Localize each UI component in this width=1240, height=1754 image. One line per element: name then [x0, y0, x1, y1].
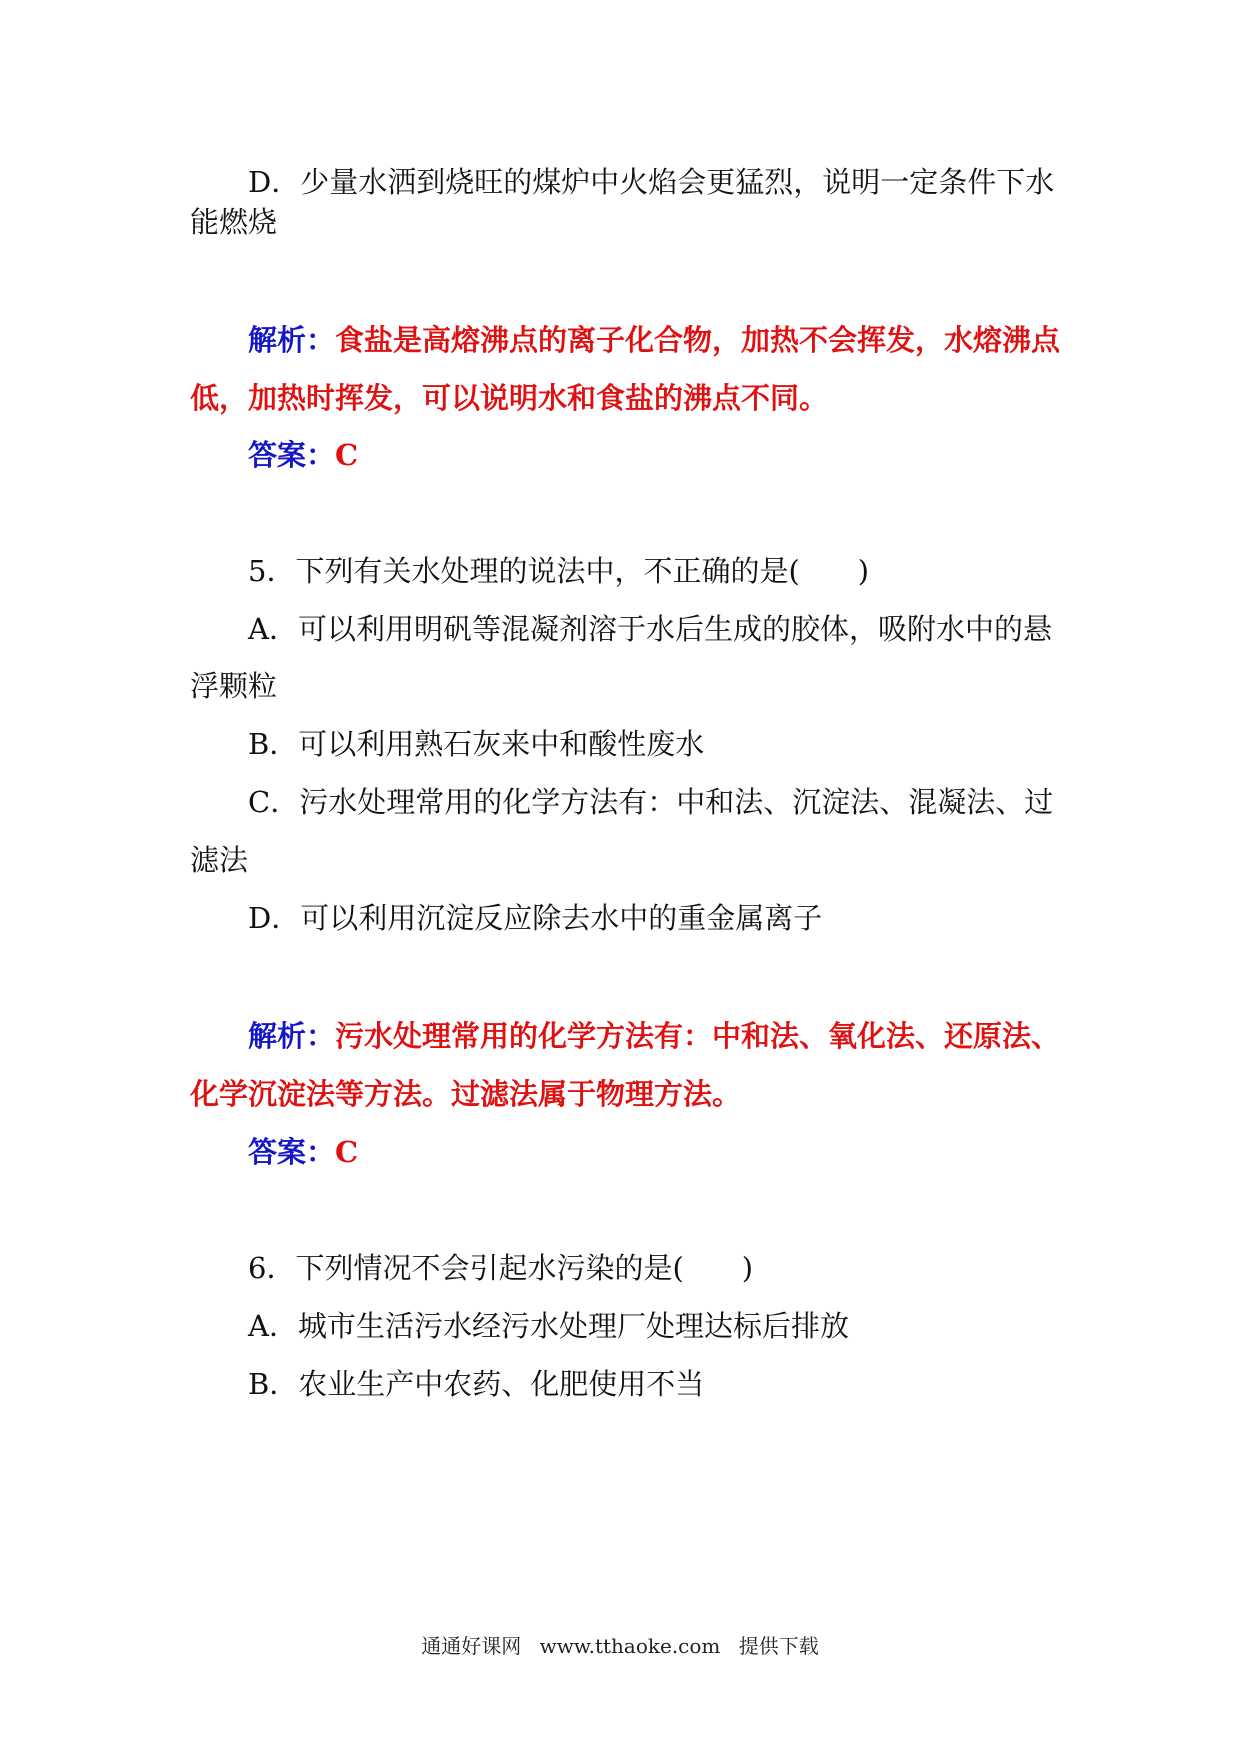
q4-option-d-line1: D．少量水洒到烧旺的煤炉中火焰会更猛烈，说明一定条件下水 [248, 165, 1055, 199]
q5-analysis-line1 [248, 1016, 1060, 1056]
q4-option-d-line2: 能燃烧 [190, 205, 278, 239]
page-footer [0, 1630, 1240, 1659]
q5-option-a-line2: 浮颗粒 [190, 669, 278, 703]
q6-option-a: A．城市生活污水经污水处理厂处理达标后排放 [248, 1309, 849, 1343]
footer-suffix: 提供下载 [738, 1634, 819, 1658]
q5-option-d: D．可以利用沉淀反应除去水中的重金属离子 [248, 901, 823, 935]
q5-analysis-label: 解析： [248, 1019, 336, 1053]
q4-answer-value: C [335, 438, 359, 472]
q5-stem: 5．下列有关水处理的说法中，不正确的是( ) [248, 554, 870, 588]
footer-site-name: 通通好课网 [421, 1634, 522, 1658]
q4-analysis-text: 食盐是高熔沸点的离子化合物，加热不会挥发，水熔沸点 [335, 323, 1061, 357]
q5-analysis-line2: 化学沉淀法等方法。过滤法属于物理方法。 [190, 1077, 742, 1111]
q5-option-c-line2: 滤法 [190, 843, 249, 877]
q5-answer-label: 答案： [248, 1135, 336, 1169]
q5-answer [248, 1132, 1060, 1172]
q4-answer [248, 435, 1060, 475]
q4-analysis-line1 [248, 320, 1060, 360]
footer-url[interactable]: www.tthaoke.com [539, 1634, 721, 1658]
q5-option-b: B．可以利用熟石灰来中和酸性废水 [248, 727, 705, 761]
q5-option-a-line1: A．可以利用明矾等混凝剂溶于水后生成的胶体，吸附水中的悬 [248, 612, 1052, 646]
q5-answer-value: C [335, 1135, 359, 1169]
q4-analysis-label: 解析： [248, 323, 336, 357]
q5-analysis-text: 污水处理常用的化学方法有：中和法、氧化法、还原法、 [335, 1019, 1061, 1053]
q6-option-b: B．农业生产中农药、化肥使用不当 [248, 1367, 705, 1401]
q4-analysis-line2: 低，加热时挥发，可以说明水和食盐的沸点不同。 [190, 381, 829, 415]
q5-option-c-line1: C．污水处理常用的化学方法有：中和法、沉淀法、混凝法、过 [248, 785, 1054, 819]
q6-stem: 6．下列情况不会引起水污染的是( ) [248, 1251, 754, 1285]
q4-answer-label: 答案： [248, 438, 336, 472]
